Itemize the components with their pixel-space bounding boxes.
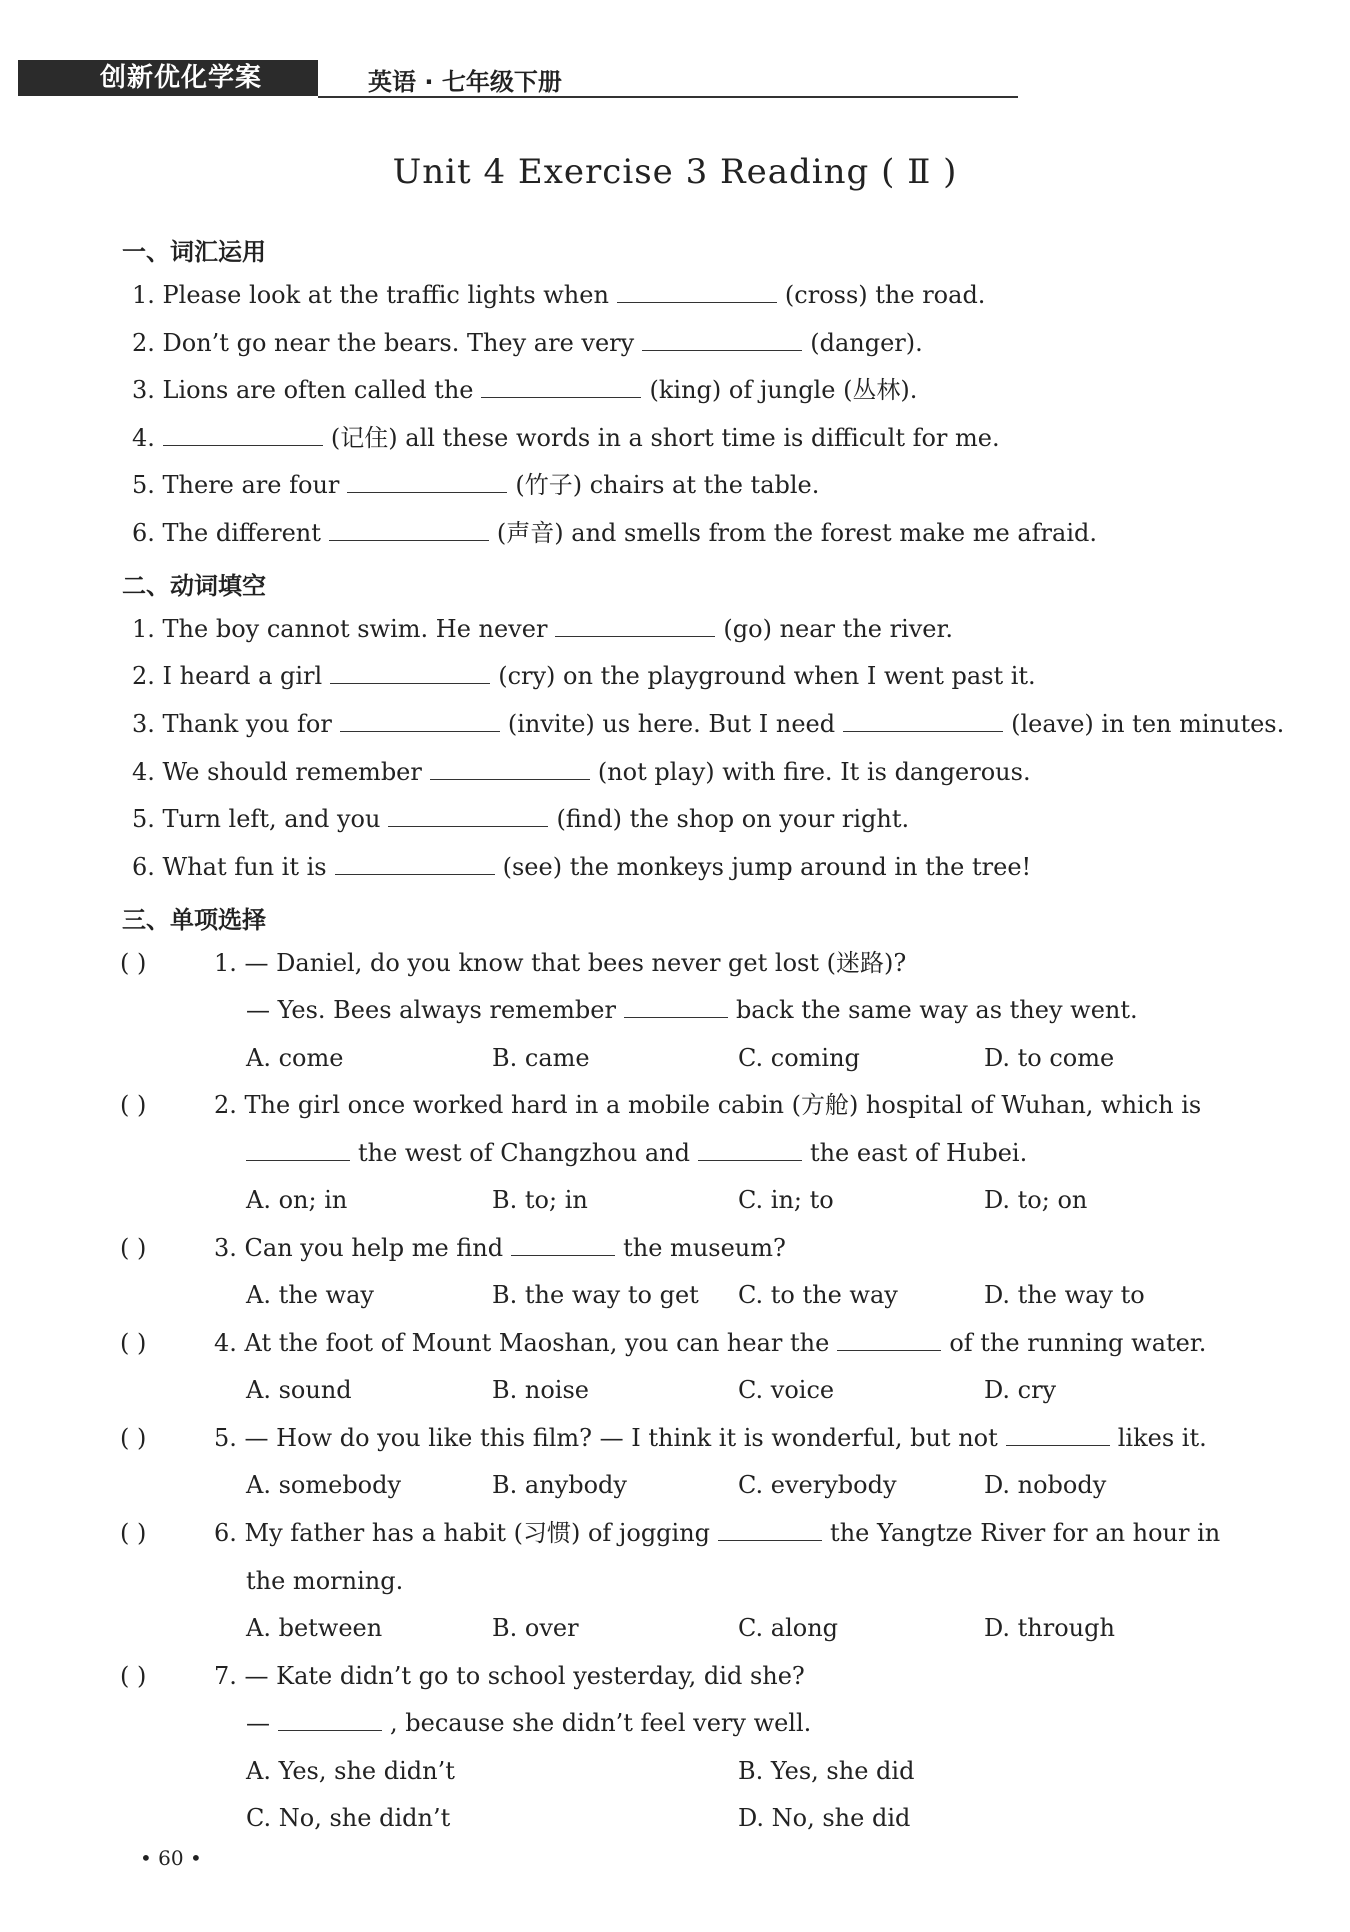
q1-stem-2: — Yes. Bees always remember back the same way as they went. (246, 996, 1138, 1024)
answer-blank[interactable] (278, 1708, 382, 1731)
q5-option-c[interactable]: C. everybody (738, 1471, 897, 1499)
q5-option-d[interactable]: D. nobody (984, 1471, 1107, 1499)
s2-item-5: 5. Turn left, and you (find) the shop on your right. (132, 805, 910, 833)
answer-paren-7[interactable]: ( ) (120, 1662, 147, 1690)
s2-item-2: 2. I heard a girl (cry) on the playground when I went past it. (132, 662, 1036, 690)
answer-blank[interactable] (388, 804, 548, 827)
s1-item-6: 6. The different (声音) and smells from the forest make me afraid. (132, 519, 1097, 547)
q5-option-b[interactable]: B. anybody (492, 1471, 627, 1499)
s1-item-5: 5. There are four (竹子) chairs at the table. (132, 471, 820, 499)
answer-paren-5[interactable]: ( ) (120, 1424, 147, 1452)
q6-option-c[interactable]: C. along (738, 1614, 839, 1642)
answer-blank[interactable] (624, 995, 728, 1018)
q1-option-a[interactable]: A. come (246, 1044, 344, 1072)
q3-option-b[interactable]: B. the way to get (492, 1281, 699, 1309)
q6-stem-2: the morning. (246, 1567, 404, 1595)
q5-option-a[interactable]: A. somebody (246, 1471, 402, 1499)
s1-item-2: 2. Don’t go near the bears. They are very (danger). (132, 329, 923, 357)
q6-option-a[interactable]: A. between (246, 1614, 383, 1642)
q7-stem-2: — , because she didn’t feel very well. (246, 1709, 812, 1737)
q2-option-c[interactable]: C. in; to (738, 1186, 834, 1214)
page-number: • 60 • (140, 1846, 202, 1870)
answer-blank[interactable] (843, 709, 1003, 732)
s2-item-6: 6. What fun it is (see) the monkeys jump around in the tree! (132, 853, 1032, 881)
answer-blank[interactable] (246, 1138, 350, 1161)
q6-stem: 6. My father has a habit (习惯) of jogging the Yangtze River for an hour in (214, 1519, 1221, 1547)
answer-blank[interactable] (481, 375, 641, 398)
answer-blank[interactable] (330, 661, 490, 684)
q3-stem: 3. Can you help me find the museum? (214, 1234, 786, 1262)
q4-option-d[interactable]: D. cry (984, 1376, 1057, 1404)
answer-blank[interactable] (340, 709, 500, 732)
s2-item-3: 3. Thank you for (invite) us here. But I need (leave) in ten minutes. (132, 710, 1285, 738)
page-title: Unit 4 Exercise 3 Reading ( Ⅱ ) (392, 152, 958, 192)
answer-blank[interactable] (347, 470, 507, 493)
q6-option-b[interactable]: B. over (492, 1614, 579, 1642)
s2-item-1: 1. The boy cannot swim. He never (go) near the river. (132, 615, 953, 643)
q2-option-a[interactable]: A. on; in (246, 1186, 348, 1214)
q7-stem: 7. — Kate didn’t go to school yesterday, did she? (214, 1662, 805, 1690)
answer-blank[interactable] (163, 423, 323, 446)
q4-option-b[interactable]: B. noise (492, 1376, 589, 1404)
answer-blank[interactable] (837, 1328, 941, 1351)
q3-option-a[interactable]: A. the way (246, 1281, 374, 1309)
answer-paren-6[interactable]: ( ) (120, 1519, 147, 1547)
q1-option-d[interactable]: D. to come (984, 1044, 1115, 1072)
q7-option-a[interactable]: A. Yes, she didn’t (246, 1757, 455, 1785)
page-header (18, 56, 1018, 98)
section-heading-2: 二、动词填空 (122, 572, 266, 600)
answer-blank[interactable] (335, 852, 495, 875)
q4-option-c[interactable]: C. voice (738, 1376, 835, 1404)
q5-stem: 5. — How do you like this film? — I think it is wonderful, but not likes it. (214, 1424, 1207, 1452)
q7-option-b[interactable]: B. Yes, she did (738, 1757, 915, 1785)
q3-option-c[interactable]: C. to the way (738, 1281, 898, 1309)
answer-blank[interactable] (698, 1138, 802, 1161)
section-heading-1: 一、词汇运用 (122, 238, 266, 266)
q4-stem: 4. At the foot of Mount Maoshan, you can hear the of the running water. (214, 1329, 1207, 1357)
s1-item-1: 1. Please look at the traffic lights when (cross) the road. (132, 281, 986, 309)
q7-option-d[interactable]: D. No, she did (738, 1804, 911, 1832)
answer-blank[interactable] (617, 280, 777, 303)
answer-blank[interactable] (430, 757, 590, 780)
answer-blank[interactable] (1006, 1423, 1110, 1446)
s2-item-4: 4. We should remember (not play) with fire. It is dangerous. (132, 758, 1031, 786)
q2-option-b[interactable]: B. to; in (492, 1186, 588, 1214)
answer-blank[interactable] (555, 614, 715, 637)
answer-blank[interactable] (642, 328, 802, 351)
q2-option-d[interactable]: D. to; on (984, 1186, 1088, 1214)
answer-paren-1[interactable]: ( ) (120, 949, 147, 977)
answer-blank[interactable] (511, 1233, 615, 1256)
q2-stem-2: the west of Changzhou and the east of Hubei. (246, 1138, 1027, 1168)
answer-blank[interactable] (329, 518, 489, 541)
subject-label: 英语 · 七年级下册 (368, 68, 562, 96)
answer-paren-3[interactable]: ( ) (120, 1234, 147, 1262)
q1-stem: 1. — Daniel, do you know that bees never get lost (迷路)? (214, 949, 907, 977)
q2-stem: 2. The girl once worked hard in a mobile cabin (方舱) hospital of Wuhan, which is (214, 1091, 1202, 1119)
q6-option-d[interactable]: D. through (984, 1614, 1115, 1642)
q3-option-d[interactable]: D. the way to (984, 1281, 1145, 1309)
s1-item-3: 3. Lions are often called the (king) of jungle (丛林). (132, 376, 918, 404)
q4-option-a[interactable]: A. sound (246, 1376, 352, 1404)
q1-option-b[interactable]: B. came (492, 1044, 590, 1072)
q7-option-c[interactable]: C. No, she didn’t (246, 1804, 451, 1832)
section-heading-3: 三、单项选择 (122, 906, 266, 934)
answer-blank[interactable] (718, 1518, 822, 1541)
brand-label: 创新优化学案 (18, 60, 318, 96)
answer-paren-4[interactable]: ( ) (120, 1329, 147, 1357)
header-rule (318, 96, 1018, 98)
s1-item-4: 4. (记住) all these words in a short time is difficult for me. (132, 424, 1000, 452)
answer-paren-2[interactable]: ( ) (120, 1091, 147, 1119)
q1-option-c[interactable]: C. coming (738, 1044, 860, 1072)
